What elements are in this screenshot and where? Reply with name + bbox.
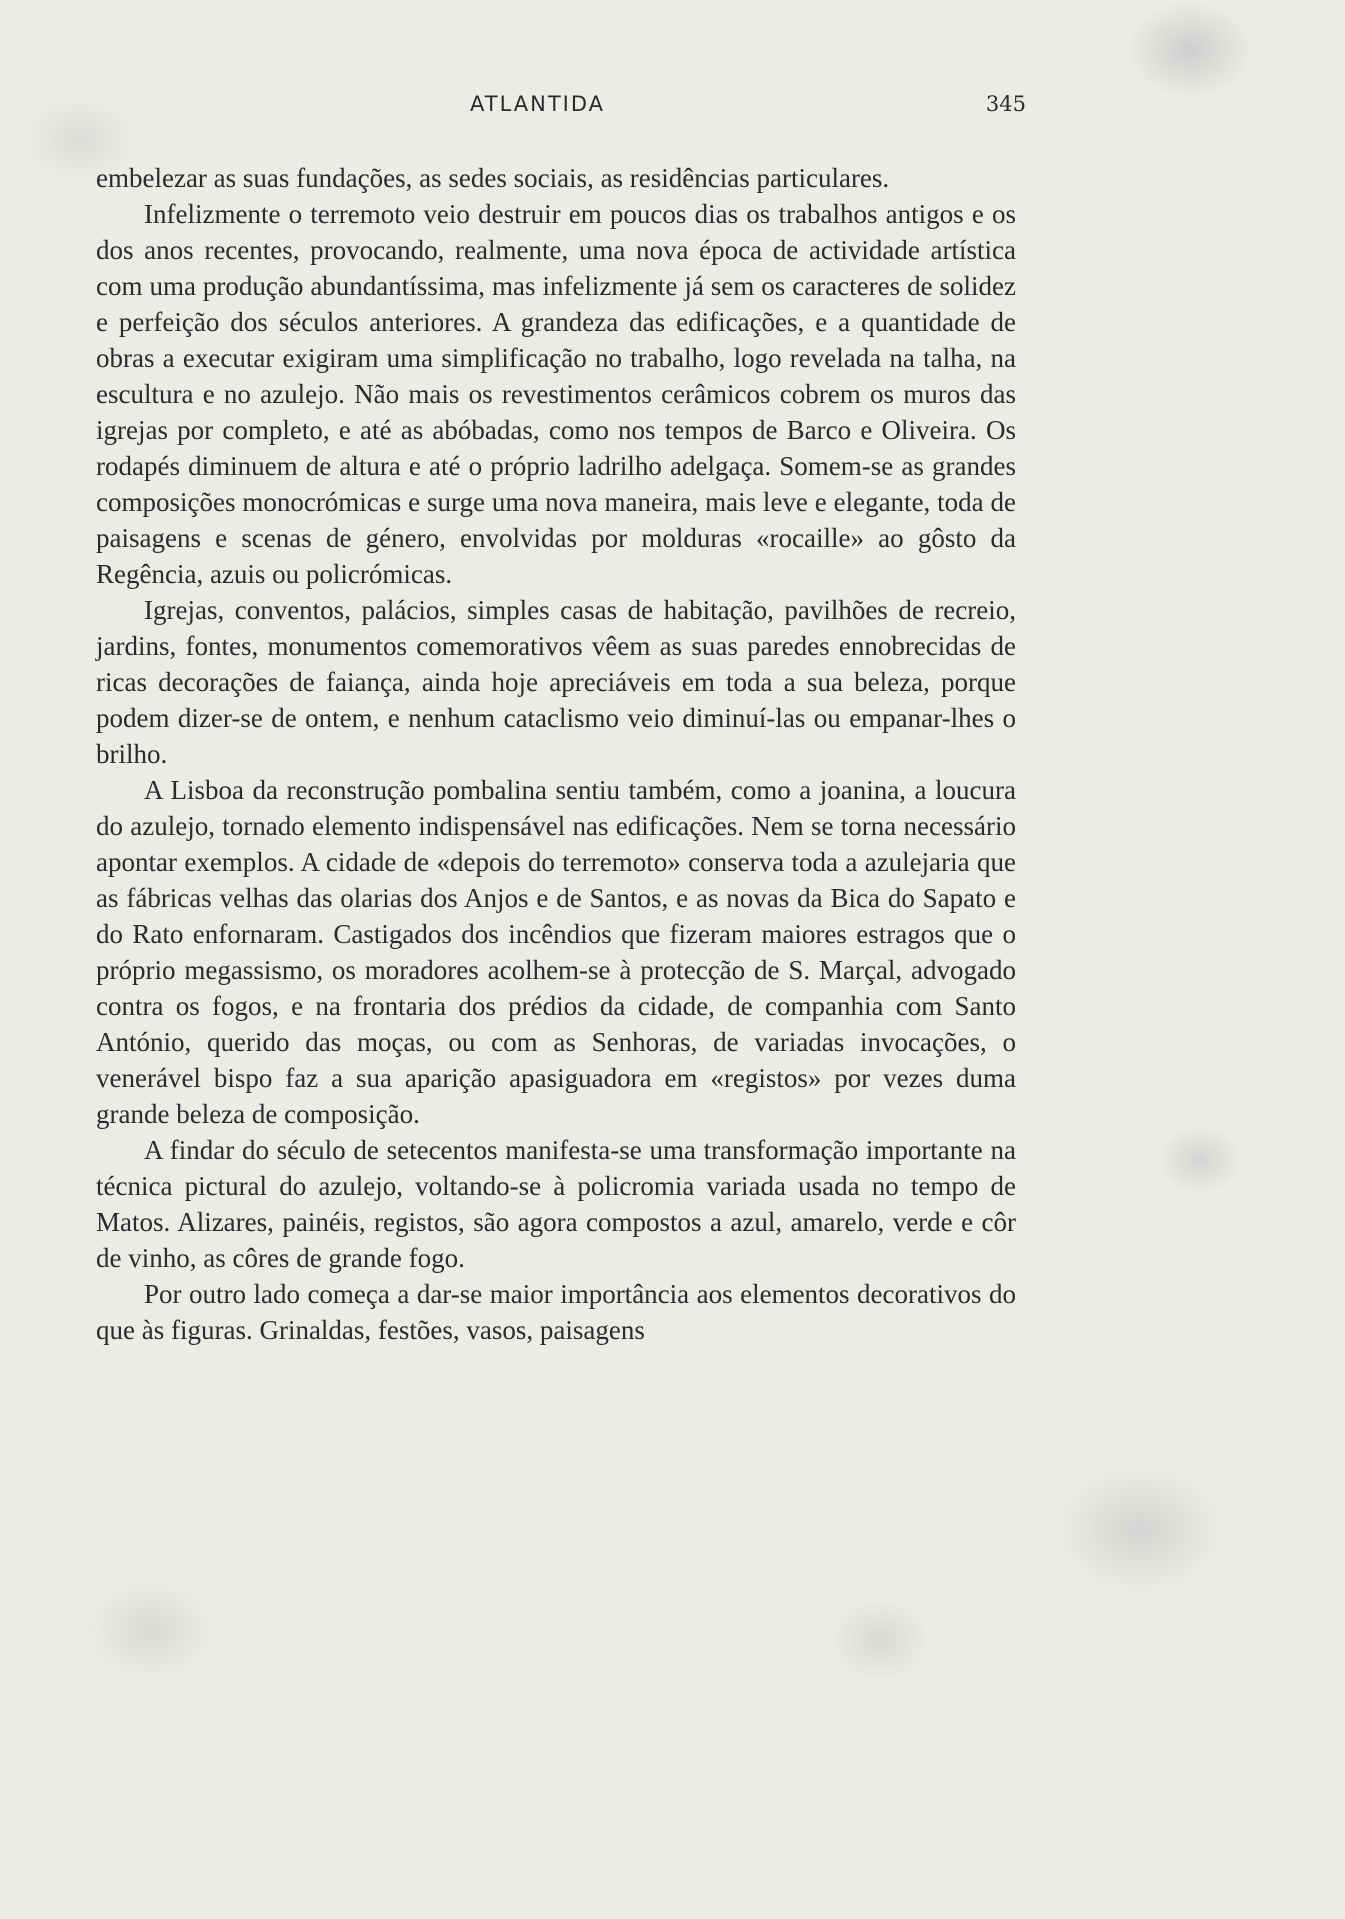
page-number: 345: [985, 92, 1026, 116]
paragraph: Infelizmente o terremoto veio destruir em poucos dias os trabalhos antigos e os dos anos recentes, provocando, realmente, uma nova época de actividade artística com uma produção abundantíssima, mas infelizmente já sem os caracteres de solidez e perfeição dos séculos anteriores. A grandeza das edificações, e a quantidade de obras a executar exigiram uma simplificação no trabalho, logo revelada na talha, na escultura e no azulejo. Não mais os revestimentos cerâmicos cobrem os muros das igrejas por completo, e até as abóbadas, como nos tempos de Barco e Oliveira. Os rodapés diminuem de altura e até o próprio ladrilho adelgaça. Somem-se as grandes composições monocrómicas e surge uma nova maneira, mais leve e elegante, toda de paisagens e scenas de género, envolvidas por molduras «rocaille» ao gôsto da Regência, azuis ou policrómicas.: [96, 199, 1016, 589]
paragraph: Por outro lado começa a dar-se maior importância aos elementos decorativos do que às figuras. Grinaldas, festões, vasos, paisagens: [96, 1279, 1016, 1345]
body-text: [96, 160, 1016, 1348]
running-head: [96, 92, 1026, 122]
paragraph: Igrejas, conventos, palácios, simples casas de habitação, pavilhões de recreio, jardins, fontes, monumentos comemorativos vêem as suas paredes ennobrecidas de ricas decorações de faiança, ainda hoje apreciáveis em toda a sua beleza, porque podem dizer-se de ontem, e nenhum cataclismo veio diminuí-las ou empanar-lhes o brilho.: [96, 595, 1016, 769]
running-title: ATLANTIDA: [470, 92, 606, 116]
paragraph: embelezar as suas fundações, as sedes sociais, as residências particulares.: [96, 163, 890, 193]
paragraph: A Lisboa da reconstrução pombalina sentiu também, como a joanina, a loucura do azulejo, tornado elemento indispensável nas edificações. Nem se torna necessário apontar exemplos. A cidade de «depois do terremoto» conserva toda a azulejaria que as fábricas velhas das olarias dos Anjos e de Santos, e as novas da Bica do Sapato e do Rato enfornaram. Castigados dos incêndios que fizeram maiores estragos que o próprio megassismo, os moradores acolhem-se à protecção de S. Marçal, advogado contra os fogos, e na frontaria dos prédios da cidade, de companhia com Santo António, querido das moças, ou com as Senhoras, de variadas invocações, o venerável bispo faz a sua aparição apasiguadora em «registos» por vezes duma grande beleza de composição.: [96, 775, 1016, 1129]
paragraph: A findar do século de setecentos manifesta-se uma transformação importante na técnica pictural do azulejo, voltando-se à policromia variada usada no tempo de Matos. Alizares, painéis, registos, são agora compostos a azul, amarelo, verde e côr de vinho, as côres de grande fogo.: [96, 1135, 1016, 1273]
